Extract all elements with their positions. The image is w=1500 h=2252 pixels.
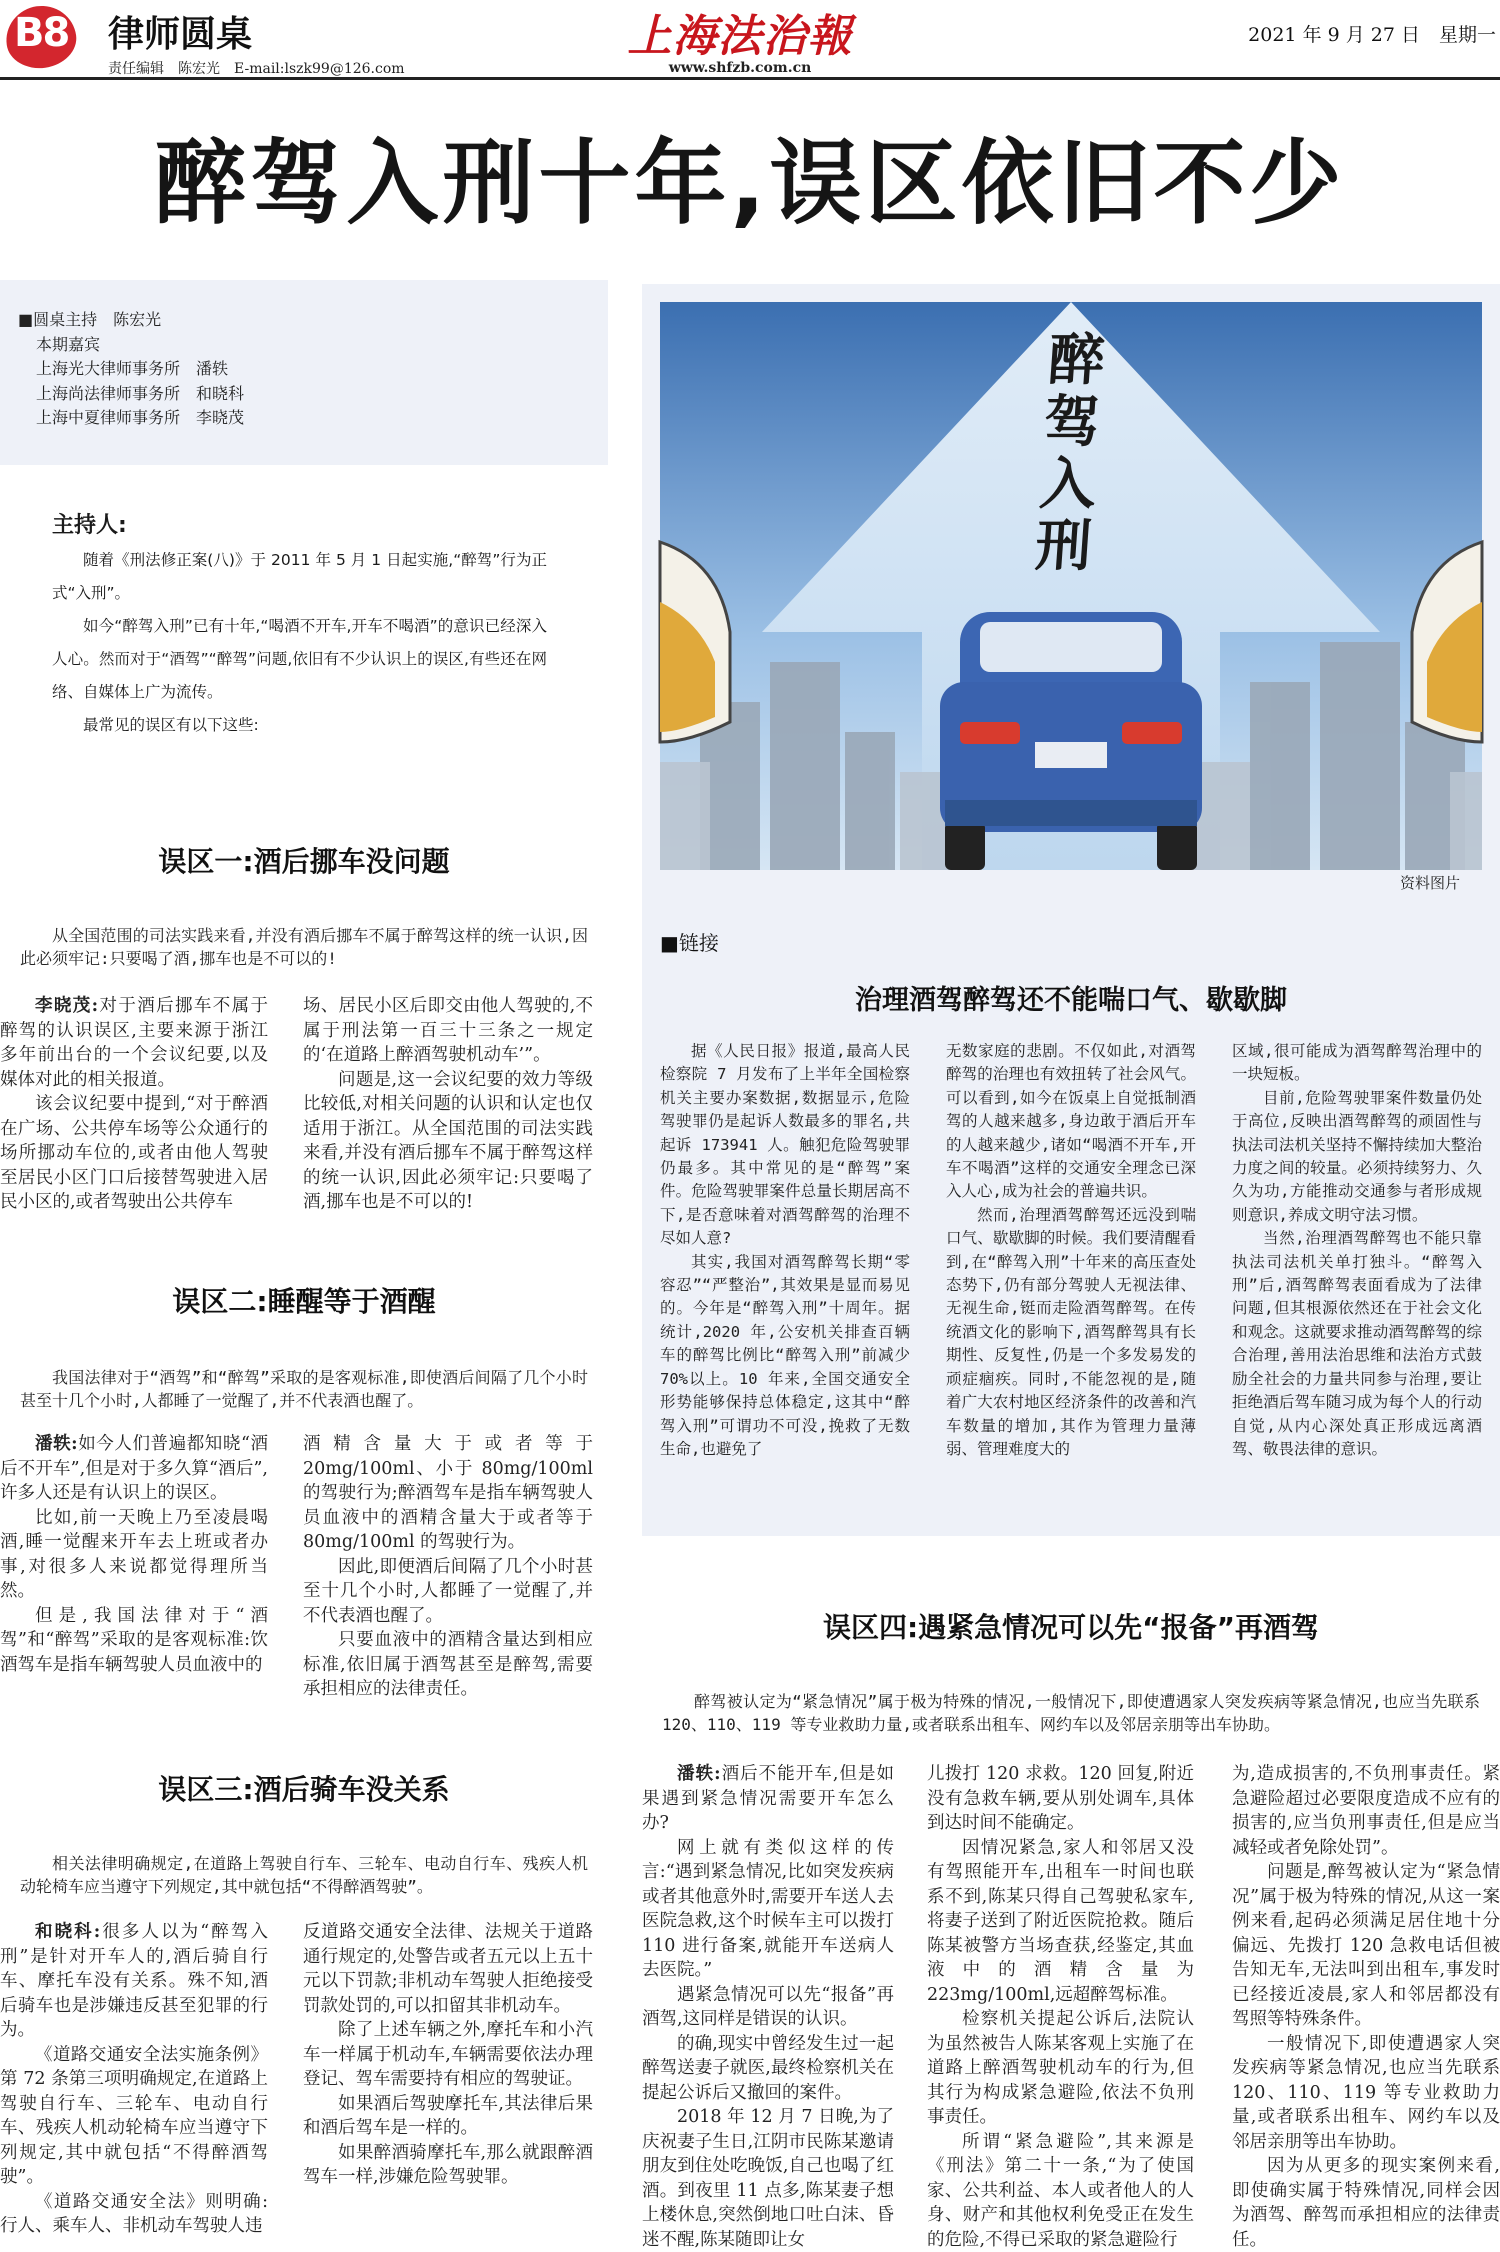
paragraph-text: 问题是,这一会议纪要的效力等级比较低,对相关问题的认识和认定也仅适用于浙江。从全国范围的司法实践来看,并没有酒后挪车不属于醉驾这样的统一认识,因此必须牢记:只要喝了酒,挪车也是不可以的! xyxy=(303,1070,593,1213)
photo-caption: 资料图片 xyxy=(1400,872,1460,893)
myth2-lead xyxy=(20,1366,588,1412)
paragraph-text: 的确,现实中曾经发生过一起醉驾送妻子就医,最终检察机关在提起公诉后又撤回的案件。 xyxy=(642,2034,894,2103)
guest-2: 上海尚法律师事务所 和晓科 xyxy=(18,382,588,407)
article-paragraph xyxy=(927,1762,1194,1836)
myth4-col1 xyxy=(642,1762,894,2226)
paragraph-text: 只要血液中的酒精含量达到相应标准,依旧属于酒驾甚至是醉驾,需要承担相应的法律责任。 xyxy=(303,1630,593,1699)
editor-line: 责任编辑 陈宏光 E-mail:lszk99@126.com xyxy=(108,58,405,78)
myth1-lead xyxy=(20,924,588,970)
intro-paragraph: 随着《刑法修正案(八)》于 2011 年 5 月 1 日起实施,“醉驾”行为正式“入刑”。 xyxy=(52,544,547,610)
page-number: B8 xyxy=(14,10,68,56)
myth1-lead-text: 从全国范围的司法实践来看,并没有酒后挪车不属于醉驾这样的统一认识,因此必须牢记:只要喝了酒,挪车也是不可以的! xyxy=(20,924,588,970)
guest-1: 上海光大律师事务所 潘轶 xyxy=(18,357,588,382)
page-headline: 醉驾入刑十年,误区依旧不少 xyxy=(0,110,1500,242)
article-paragraph xyxy=(1232,1860,1500,2032)
paragraph-text: 很多人以为“醉驾入刑”是针对开车人的,酒后骑自行车、摩托车没有关系。殊不知,酒后骑车也是涉嫌违反甚至犯罪的行为。 xyxy=(0,1922,268,2040)
paragraph-text: 一般情况下,即使遭遇家人突发疾病等紧急情况,也应当先联系 120、110、119 等专业救助力量,或者联系出租车、网约车以及邻居亲朋等出车协助。 xyxy=(1232,2034,1500,2152)
myth3-lead xyxy=(20,1852,588,1898)
myth2-col2 xyxy=(303,1432,593,1702)
paragraph-text: 酒后不能开车,但是如果遇到紧急情况需要开车怎么办? xyxy=(642,1764,894,1833)
article-paragraph xyxy=(0,2190,268,2239)
article-paragraph xyxy=(927,1836,1194,2008)
paragraph-text: 检察机关提起公诉后,法院认为虽然被告人陈某客观上实施了在道路上醉酒驾驶机动车的行为,但其行为构成紧急避险,依法不负刑事责任。 xyxy=(927,2009,1194,2127)
article-paragraph xyxy=(0,1920,268,2043)
article-paragraph xyxy=(303,1920,593,2018)
link-paragraph: 区域,很可能成为酒驾醉驾治理中的一块短板。 xyxy=(1232,1040,1482,1087)
host-label: 主持人: xyxy=(52,508,127,539)
article-paragraph xyxy=(642,1836,894,1983)
article-paragraph xyxy=(303,1628,593,1702)
speaker-name: 潘轶: xyxy=(677,1764,721,1784)
article-paragraph xyxy=(642,1983,894,2032)
article-paragraph xyxy=(303,1068,593,1215)
article-paragraph xyxy=(642,1762,894,1836)
paragraph-text: 除了上述车辆之外,摩托车和小汽车一样属于机动车,车辆需要依法办理登记、驾车需要持有相应的驾驶证。 xyxy=(303,2020,593,2089)
paragraph-text: 因此,即便酒后间隔了几个小时甚至十几个小时,人都睡了一觉醒了,并不代表酒也醒了。 xyxy=(303,1557,593,1626)
link-col1 xyxy=(660,1040,910,1461)
intro-paragraph: 如今“醉驾入刑”已有十年,“喝酒不开车,开车不喝酒”的意识已经深入人心。然而对于“酒驾”“醉驾”问题,依旧有不少认识上的误区,有些还在网络、自媒体上广为流传。 xyxy=(52,610,547,709)
paragraph-text: 如果醉酒骑摩托车,那么就跟醉酒驾车一样,涉嫌危险驾驶罪。 xyxy=(303,2143,593,2188)
paragraph-text: 酒精含量大于或者等于 20mg/100ml、小于 80mg/100ml 的驾驶行为;醉酒驾车是指车辆驾驶人员血液中的酒精含量大于或者等于 80mg/100ml 的驾驶行为。 xyxy=(303,1434,593,1552)
link-col3 xyxy=(1232,1040,1482,1461)
link-paragraph: 然而,治理酒驾醉驾还远没到喘口气、歇歇脚的时候。我们要清醒看到,在“醉驾入刑”十年来的高压查处态势下,仍有部分驾驶人无视法律、无视生命,铤而走险酒驾醉驾。在传统酒文化的影响下,酒驾醉驾具有长期性、反复性,仍是一个多发易发的顽症痼疾。同时,不能忽视的是,随着广大农村地区经济条件的改善和汽车数量的增加,其作为管理力量薄弱、管理难度大的 xyxy=(946,1204,1196,1461)
guests-label: 本期嘉宾 xyxy=(18,333,588,358)
paragraph-text: 2018 年 12 月 7 日晚,为了庆祝妻子生日,江阴市民陈某邀请朋友到住处吃晚饭,自己也喝了红酒。到夜里 11 点多,陈某妻子想上楼休息,突然倒地口吐白沫、昏迷不醒,陈某随即让女 xyxy=(642,2107,894,2250)
roundtable-box xyxy=(0,280,608,465)
newspaper-logo: 上海法治報 xyxy=(620,0,860,64)
speaker-name: 李晓茂: xyxy=(35,996,98,1016)
link-paragraph: 无数家庭的悲剧。不仅如此,对酒驾醉驾的治理也有效扭转了社会风气。可以看到,如今在饭桌上自觉抵制酒驾的人越来越多,身边敢于酒后开车的人越来越少,诸如“喝酒不开车,开车不喝酒”这样的交通安全理念已深入人心,成为社会的普遍共识。 xyxy=(946,1040,1196,1204)
link-label: ■链接 xyxy=(660,927,719,956)
link-paragraph: 目前,危险驾驶罪案件数量仍处于高位,反映出酒驾醉驾的顽固性与执法司法机关坚持不懈持续加大整治力度之间的较量。必须持续努力、久久为功,方能推动交通参与者形成规则意识,养成文明守法习惯。 xyxy=(1232,1087,1482,1227)
website-url: www.shfzb.com.cn xyxy=(620,60,860,76)
intro-text xyxy=(52,544,547,742)
paragraph-text: 如果酒后驾驶摩托车,其法律后果和酒后驾车是一样的。 xyxy=(303,2094,593,2139)
article-paragraph xyxy=(303,2092,593,2141)
link-col2 xyxy=(946,1040,1196,1461)
issue-date: 2021 年 9 月 27 日 星期一 xyxy=(1248,20,1496,47)
article-paragraph xyxy=(1232,1762,1500,1860)
article-paragraph xyxy=(927,2007,1194,2130)
paragraph-text: 所谓“紧急避险”,其来源是《刑法》第二十一条,“为了使国家、公共利益、本人或者他人的人身、财产和其他权利免受正在发生的危险,不得已采取的紧急避险行 xyxy=(927,2132,1194,2250)
article-paragraph xyxy=(0,1092,268,1215)
photo-sign-text: 醉驾入刑 xyxy=(1031,330,1108,578)
paragraph-text: 场、居民小区后即交由他人驾驶的,不属于刑法第一百三十三条之一规定的‘在道路上醉酒驾驶机动车’”。 xyxy=(303,996,593,1065)
masthead xyxy=(0,0,1500,80)
myth4-lead xyxy=(662,1690,1480,1736)
myth4-col3 xyxy=(1232,1762,1500,2226)
article-paragraph xyxy=(303,1432,593,1555)
paragraph-text: 反道路交通安全法律、法规关于道路通行规定的,处警告或者五元以上五十元以下罚款;非机动车驾驶人拒绝接受罚款处罚的,可以扣留其非机动车。 xyxy=(303,1922,593,2016)
paragraph-text: 《道路交通安全法》则明确:行人、乘车人、非机动车驾驶人违 xyxy=(0,2192,268,2237)
paragraph-text: 如今人们普遍都知晓“酒后不开车”,但是对于多久算“酒后”,许多人还是有认识上的误区。 xyxy=(0,1434,268,1503)
article-paragraph xyxy=(0,1506,268,1604)
myth4-col2 xyxy=(927,1762,1194,2226)
article-paragraph xyxy=(1232,2032,1500,2155)
speaker-name: 和晓科: xyxy=(35,1922,100,1942)
guest-3: 上海中夏律师事务所 李晓茂 xyxy=(18,406,588,431)
myth1-col1 xyxy=(0,994,268,1215)
roundtable-host: ■圆桌主持 陈宏光 xyxy=(18,308,588,333)
article-paragraph xyxy=(642,2105,894,2252)
section-title: 律师圆桌 xyxy=(108,6,252,57)
paragraph-text: 但是,我国法律对于“酒驾”和“醉驾”采取的是客观标准:饮酒驾车是指车辆驾驶人员血液中的 xyxy=(0,1606,268,1675)
myth4-lead-text: 醉驾被认定为“紧急情况”属于极为特殊的情况,一般情况下,即使遭遇家人突发疾病等紧急情况,也应当先联系 120、110、119 等专业救助力量,或者联系出租车、网约车以及邻居亲朋等出车协助。 xyxy=(662,1690,1480,1736)
article-paragraph xyxy=(0,2043,268,2190)
speaker-name: 潘轶: xyxy=(35,1434,78,1454)
myth2-title: 误区二:睡醒等于酒醒 xyxy=(0,1280,608,1320)
myth4-title: 误区四:遇紧急情况可以先“报备”再酒驾 xyxy=(642,1606,1500,1646)
intro-paragraph: 最常见的误区有以下这些: xyxy=(52,709,547,742)
paragraph-text: 因为从更多的现实案例来看,即使确实属于特殊情况,同样会因为酒驾、醉驾而承担相应的法律责任。 xyxy=(1232,2156,1500,2250)
paragraph-text: 因情况紧急,家人和邻居又没有驾照能开车,出租车一时间也联系不到,陈某只得自己驾驶私家车,将妻子送到了附近医院抢救。随后陈某被警方当场查获,经鉴定,其血液中的酒精含量为 223mg/100ml,远超醉驾标准。 xyxy=(927,1838,1194,2005)
feature-photo xyxy=(660,302,1482,870)
paragraph-text: 遇紧急情况可以先“报备”再酒驾,这同样是错误的认识。 xyxy=(642,1985,894,2030)
paragraph-text: 网上就有类似这样的传言:“遇到紧急情况,比如突发疾病或者其他意外时,需要开车送人去医院急救,这个时候车主可以拨打 110 进行备案,就能开车送病人去医院。” xyxy=(642,1838,894,1981)
article-paragraph xyxy=(303,2018,593,2092)
link-paragraph: 其实,我国对酒驾醉驾长期“零容忍”“严整治”,其效果是显而易见的。今年是“醉驾入刑”十周年。据统计,2020 年,公安机关排查百辆车的醉驾比例比“醉驾入刑”前减少 70%以上。10 年来,全国交通安全形势能够保持总体稳定,这其中“醉驾入刑”可谓功不可没,挽救了无数生命,也避免了 xyxy=(660,1251,910,1462)
link-paragraph: 据《人民日报》报道,最高人民检察院 7 月发布了上半年全国检察机关主要办案数据,数据显示,危险驾驶罪仍是起诉人数最多的罪名,共起诉 173941 人。触犯危险驾驶罪仍最多。其中常见的是“醉驾”案件。危险驾驶罪案件总量长期居高不下,是否意味着对酒驾醉驾的治理不尽如人意? xyxy=(660,1040,910,1251)
paragraph-text: 为,造成损害的,不负刑事责任。紧急避险超过必要限度造成不应有的损害的,应当负刑事责任,但是应当减轻或者免除处罚”。 xyxy=(1232,1764,1500,1858)
myth3-title: 误区三:酒后骑车没关系 xyxy=(0,1768,608,1808)
paragraph-text: 问题是,醉驾被认定为“紧急情况”属于极为特殊的情况,从这一案例来看,起码必须满足居住地十分偏远、先拨打 120 急救电话但被告知无车,无法叫到出租车,事发时已经接近凌晨,家人和邻居都没有驾照等特殊条件。 xyxy=(1232,1862,1500,2029)
article-paragraph xyxy=(1232,2154,1500,2252)
myth1-col2 xyxy=(303,994,593,1215)
car-illustration xyxy=(940,612,1202,870)
paragraph-text: 比如,前一天晚上乃至凌晨喝酒,睡一觉醒来开车去上班或者办事,对很多人来说都觉得理所当然。 xyxy=(0,1508,268,1602)
myth1-title: 误区一:酒后挪车没问题 xyxy=(0,840,608,880)
myth2-lead-text: 我国法律对于“酒驾”和“醉驾”采取的是客观标准,即使酒后间隔了几个小时甚至十几个小时,人都睡了一觉醒了,并不代表酒也醒了。 xyxy=(20,1366,588,1412)
link-title: 治理酒驾醉驾还不能喘口气、歇歇脚 xyxy=(642,978,1500,1017)
link-paragraph: 当然,治理酒驾醉驾也不能只靠执法司法机关单打独斗。“醉驾入刑”后,酒驾醉驾表面看成为了法律问题,但其根源依然还在于社会文化和观念。这就要求推动酒驾醉驾的综合治理,善用法治思维和法治方式鼓励全社会的力量共同参与治理,要让拒绝酒后驾车随习成为每个人的行动自觉,从内心深处真正形成远离酒驾、敬畏法律的意识。 xyxy=(1232,1227,1482,1461)
article-paragraph xyxy=(303,2141,593,2190)
myth3-col1 xyxy=(0,1920,268,2226)
paragraph-text: 儿拨打 120 求救。120 回复,附近没有急救车辆,要从别处调车,具体到达时间不能确定。 xyxy=(927,1764,1194,1833)
myth2-col1 xyxy=(0,1432,268,1677)
article-paragraph xyxy=(642,2032,894,2106)
paragraph-text: 《道路交通安全法实施条例》第 72 条第三项明确规定,在道路上驾驶自行车、三轮车、电动自行车、残疾人机动轮椅车应当遵守下列规定,其中就包括“不得醉酒驾驶”。 xyxy=(0,2045,268,2188)
myth3-lead-text: 相关法律明确规定,在道路上驾驶自行车、三轮车、电动自行车、残疾人机动轮椅车应当遵守下列规定,其中就包括“不得醉酒驾驶”。 xyxy=(20,1852,588,1898)
myth3-col2 xyxy=(303,1920,593,2226)
article-paragraph xyxy=(303,994,593,1068)
article-paragraph xyxy=(0,994,268,1092)
paragraph-text: 对于酒后挪车不属于醉驾的认识误区,主要来源于浙江多年前出台的一个会议纪要,以及媒体对此的相关报道。 xyxy=(0,996,268,1090)
article-paragraph xyxy=(303,1555,593,1629)
article-paragraph xyxy=(0,1604,268,1678)
article-paragraph xyxy=(0,1432,268,1506)
article-paragraph xyxy=(927,2130,1194,2252)
paragraph-text: 该会议纪要中提到,“对于醉酒在广场、公共停车场等公众通行的场所挪动车位的,或者由他人驾驶至居民小区门口后接替驾驶进入居民小区的,或者驾驶出公共停车 xyxy=(0,1094,268,1212)
